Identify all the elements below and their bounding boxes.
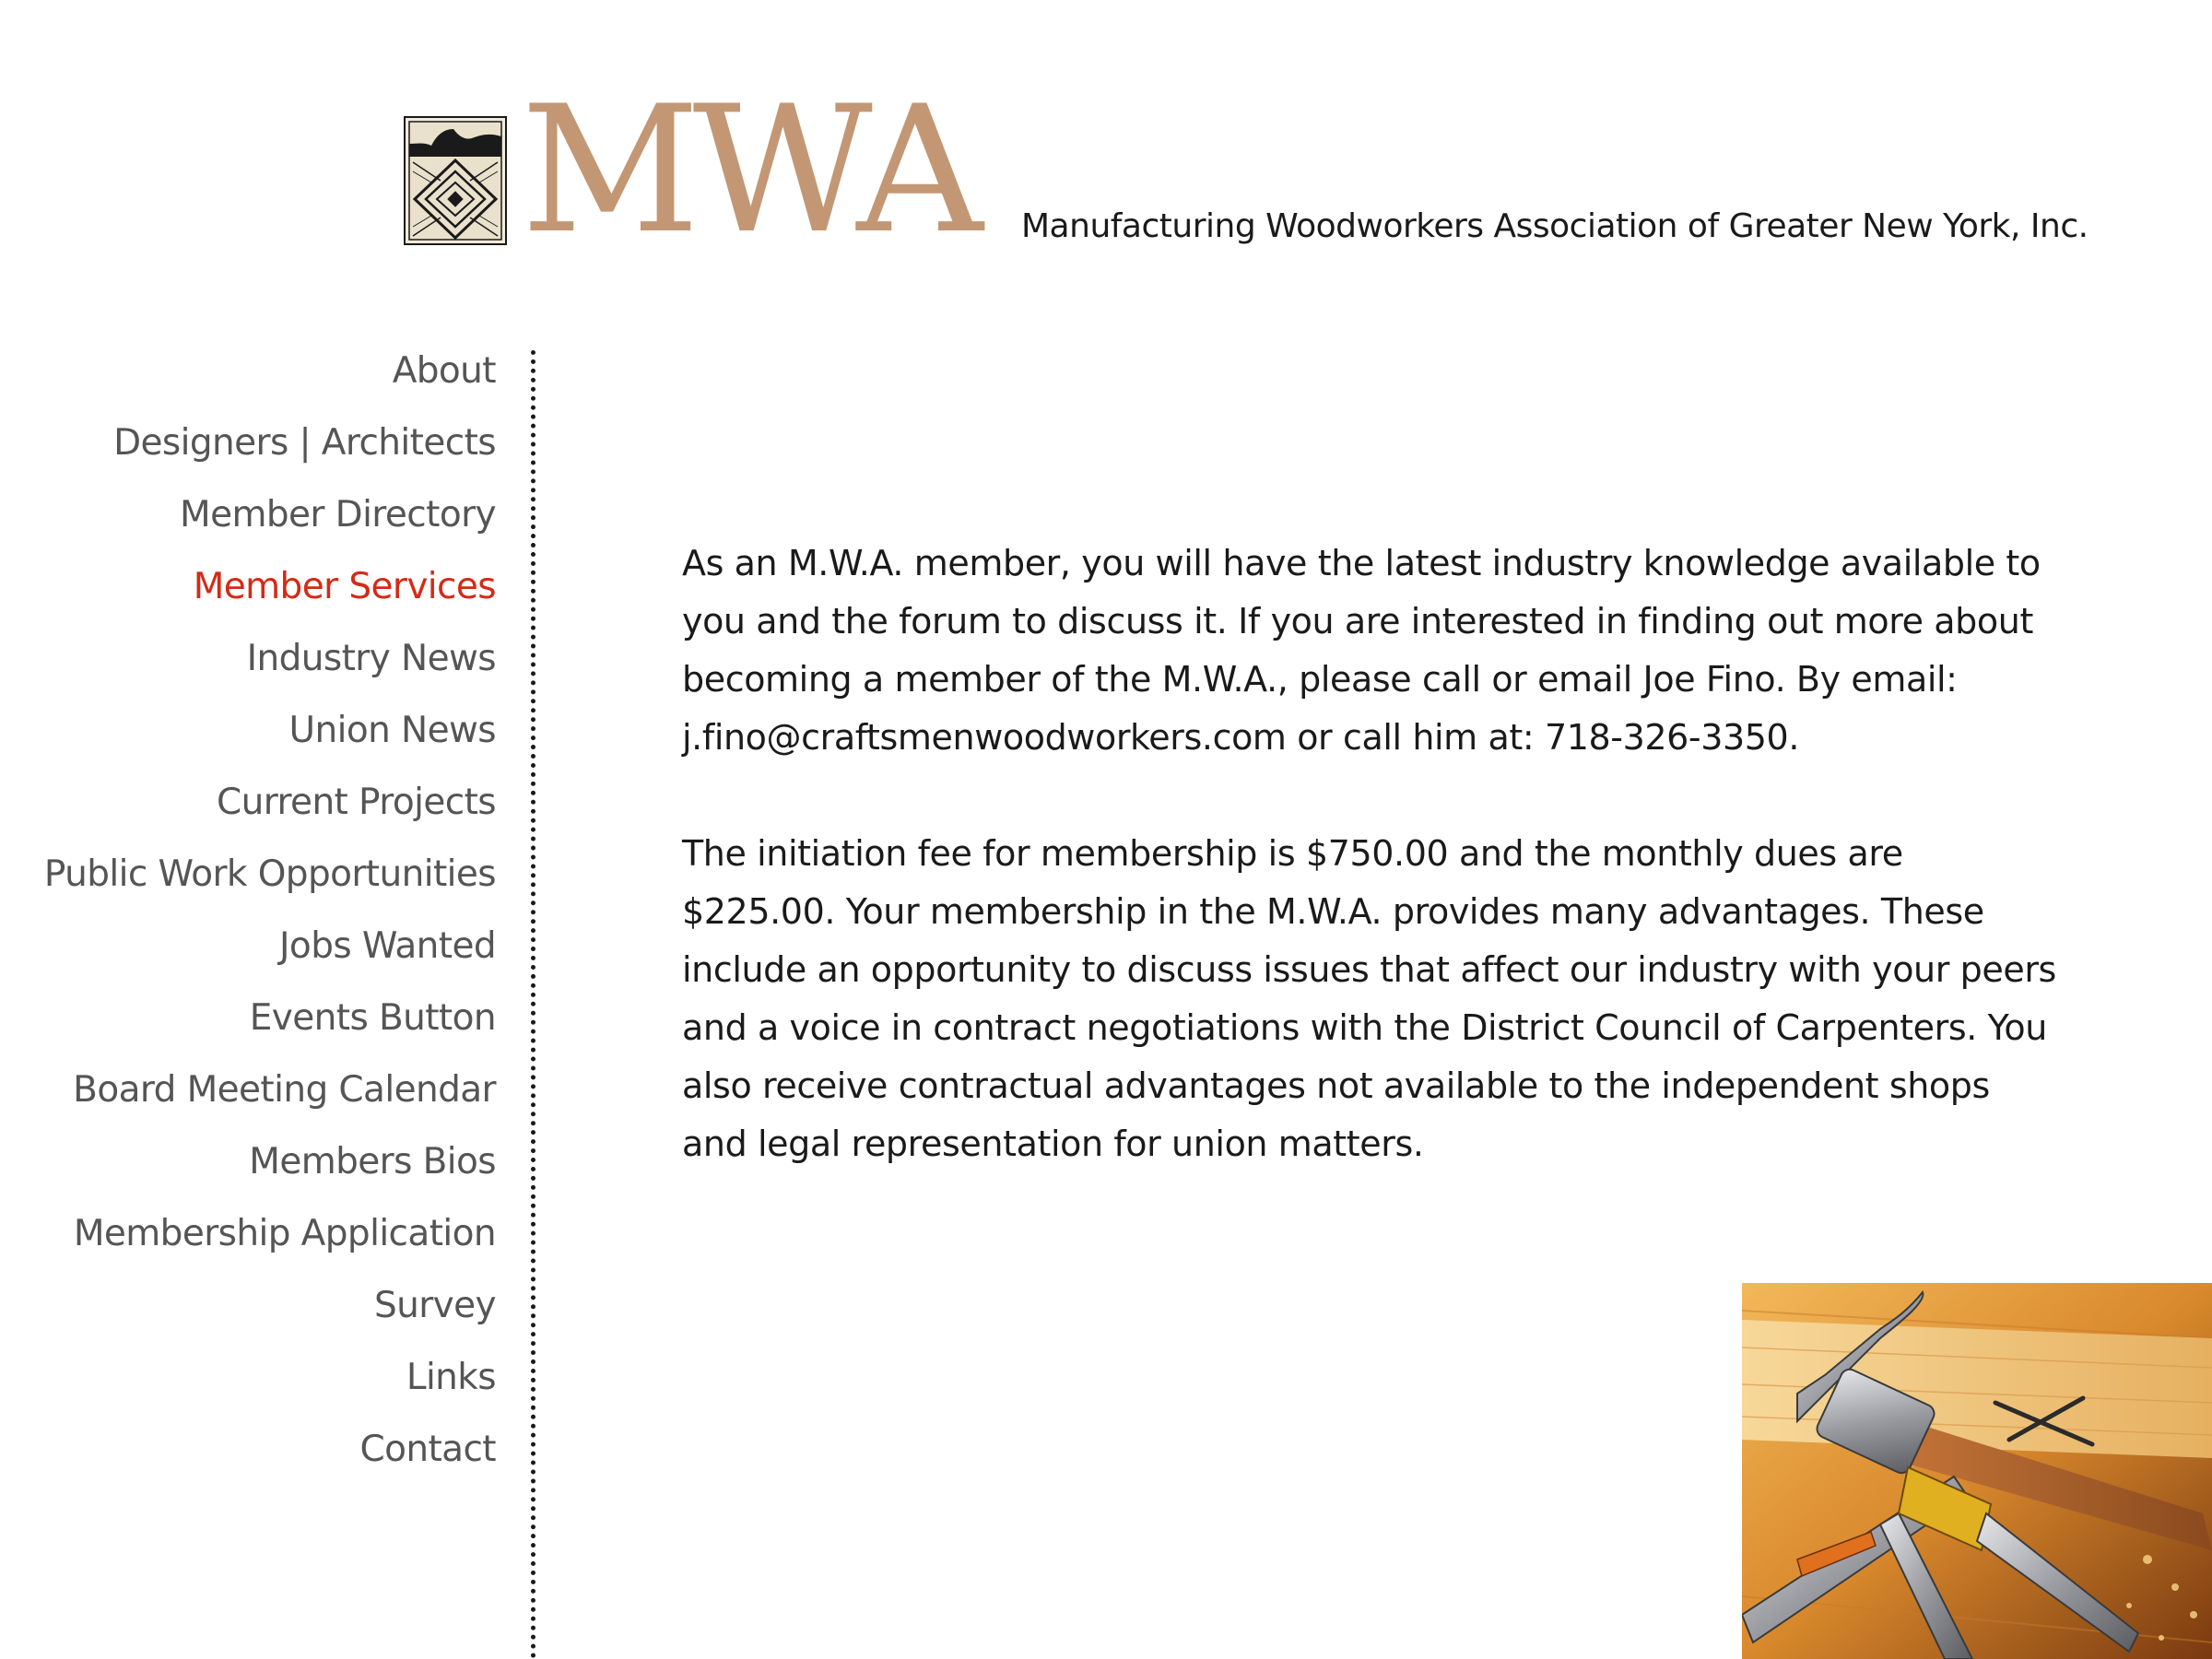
sidebar-item-contact[interactable]: Contact	[359, 1429, 496, 1470]
main-content	[682, 535, 2065, 1231]
sidebar-item-links[interactable]: Links	[406, 1357, 496, 1398]
sidebar-item-current-projects[interactable]: Current Projects	[216, 782, 496, 823]
sidebar-item-membership-application[interactable]: Membership Application	[73, 1213, 496, 1254]
sidebar-item-designers-architects[interactable]: Designers | Architects	[113, 422, 496, 464]
sidebar-item-survey[interactable]: Survey	[373, 1285, 496, 1326]
membership-intro-paragraph: As an M.W.A. member, you will have the latest industry knowledge available to you and the forum to discuss it. If you are interested in finding out more about becoming a member of the M.W.A., please call or email Joe Fino. By email: j.fino@craftsmenwoodworkers.com or call him at: 718-326-3350.	[682, 543, 2041, 758]
carpentry-tools-photo	[1742, 1283, 2212, 1659]
sidebar-item-events[interactable]: Events Button	[249, 997, 496, 1039]
membership-fees-paragraph: The initiation fee for membership is $750.00 and the monthly dues are $225.00. Your membership in the M.W.A. provides many advantages. These include an opportunity to discuss issues that affect our industry with your peers and a voice in contract negotiations with the District Council of Carpenters. You also receive contractual advantages not available to the independent shops and legal representation for union matters.	[682, 833, 2056, 1164]
sidebar-item-union-news[interactable]: Union News	[288, 710, 496, 751]
sidebar-item-industry-news[interactable]: Industry News	[246, 638, 496, 679]
sidebar-item-board-meeting-calendar[interactable]: Board Meeting Calendar	[73, 1069, 496, 1111]
sidebar-item-members-bios[interactable]: Members Bios	[249, 1141, 496, 1182]
sidebar-item-member-directory[interactable]: Member Directory	[180, 494, 496, 535]
sidebar-item-jobs-wanted[interactable]: Jobs Wanted	[279, 925, 496, 967]
sidebar-item-member-services[interactable]: Member Services	[193, 566, 496, 607]
site-tagline: Manufacturing Woodworkers Association of Greater New York, Inc.	[1021, 207, 2088, 245]
dotted-divider	[531, 350, 535, 1659]
sidebar-item-public-work-opportunities[interactable]: Public Work Opportunities	[43, 853, 496, 895]
brand-name[interactable]: MWA	[521, 68, 976, 272]
sidebar-item-about[interactable]: About	[392, 350, 496, 392]
sidebar-nav	[0, 341, 496, 1491]
mwa-logo-icon[interactable]	[404, 116, 507, 245]
